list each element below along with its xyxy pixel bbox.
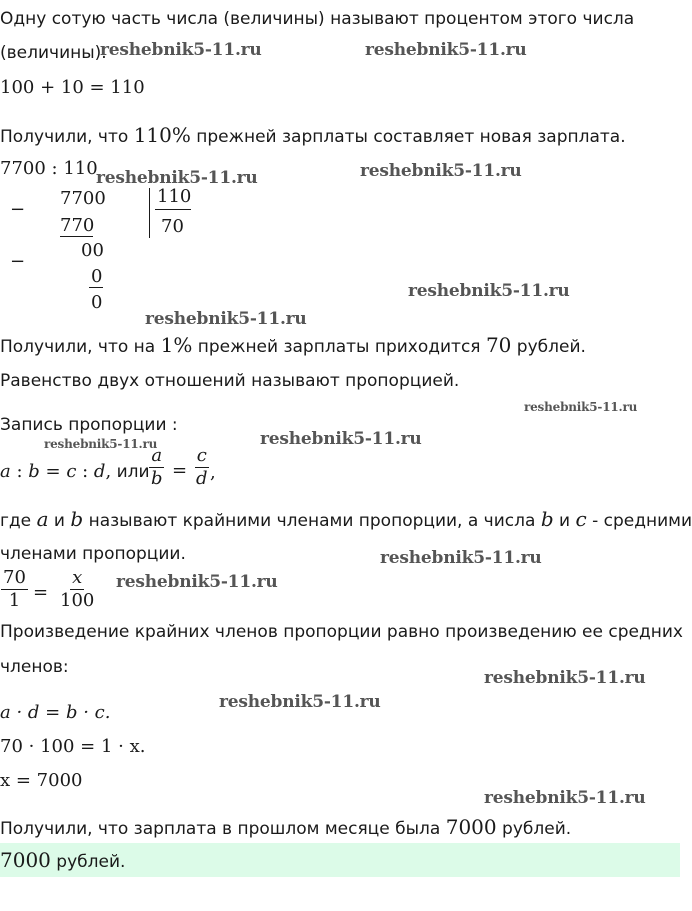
proportion-record-label: Запись пропорции : xyxy=(0,415,178,435)
watermark: reshebnik5-11.ru xyxy=(484,788,646,808)
division-subtrahend-2: 0 xyxy=(91,266,103,287)
result-line-2: Получили, что на 1% прежней зарплаты приходится 70 рублей. xyxy=(0,333,586,357)
watermark: reshebnik5-11.ru xyxy=(116,572,278,592)
result-line-1: Получили, что 110% прежней зарплаты составляет новая зарплата. xyxy=(0,123,626,147)
equation-70-100: 70 · 100 = 1 · x. xyxy=(0,736,146,757)
fraction-70-over-1: $\frac{70}{1}$ xyxy=(3,567,26,611)
fraction-x-over-100: $\frac{x}{100}$ xyxy=(60,567,95,611)
fraction-equals: = xyxy=(172,460,188,481)
division-bracket xyxy=(149,188,150,238)
division-remainder-1: 00 xyxy=(81,240,104,261)
watermark: reshebnik5-11.ru xyxy=(408,281,570,301)
definition-line-1: Одну сотую часть числа (величины) называют процентом этого числа xyxy=(0,9,635,29)
watermark: reshebnik5-11.ru xyxy=(484,668,646,688)
fraction-eq-sign: = xyxy=(33,582,49,603)
division-quotient: 70 xyxy=(161,216,184,237)
division-dividend: 7700 xyxy=(60,188,106,209)
terms-explanation-line-1: где a и b называют крайними членами пропорции, а числа b и c - средними xyxy=(0,507,692,531)
proportion-definition: Равенство двух отношений называют пропорцией. xyxy=(0,371,460,391)
definition-line-2: (величины). xyxy=(0,43,107,63)
division-underline-1 xyxy=(60,236,93,237)
division-underline-2 xyxy=(89,287,103,288)
division-remainder-2: 0 xyxy=(91,292,103,313)
product-rule-line-1: Произведение крайних членов пропорции равно произведению ее средних xyxy=(0,622,683,642)
watermark: reshebnik5-11.ru xyxy=(145,309,307,329)
division-minus-2: − xyxy=(10,251,26,272)
proportion-record-colon-form: a : b = c : d, или xyxy=(0,461,150,482)
division-header: 7700 : 110 xyxy=(0,158,98,179)
division-divisor: 110 xyxy=(157,186,192,207)
fraction-a-over-b: $\frac{a}{b}$ xyxy=(151,445,163,489)
division-minus-1: − xyxy=(10,199,26,220)
watermark: reshebnik5-11.ru xyxy=(219,692,381,712)
division-subtrahend-1: 770 xyxy=(60,215,95,236)
equation-sum: 100 + 10 = 110 xyxy=(0,77,145,98)
watermark: reshebnik5-11.ru xyxy=(100,40,262,60)
product-rule-line-2: членов: xyxy=(0,657,69,677)
answer-text: 7000 рублей. xyxy=(0,848,126,872)
watermark: reshebnik5-11.ru xyxy=(260,429,422,449)
division-divisor-line xyxy=(155,209,191,210)
percent-110: 110% xyxy=(133,123,191,147)
terms-explanation-line-2: членами пропорции. xyxy=(0,544,186,564)
final-result: Получили, что зарплата в прошлом месяце была 7000 рублей. xyxy=(0,815,572,839)
watermark: reshebnik5-11.ru xyxy=(380,548,542,568)
watermark: reshebnik5-11.ru xyxy=(96,168,258,188)
equation-x-7000: x = 7000 xyxy=(0,770,83,791)
fraction-comma: , xyxy=(210,462,216,483)
equation-ad-bc: a · d = b · c. xyxy=(0,702,111,723)
watermark: reshebnik5-11.ru xyxy=(360,161,522,181)
fraction-c-over-d: $\frac{c}{d}$ xyxy=(196,445,208,489)
watermark: reshebnik5-11.ru xyxy=(365,40,527,60)
watermark: reshebnik5-11.ru xyxy=(524,400,638,414)
watermark: reshebnik5-11.ru xyxy=(44,437,158,451)
